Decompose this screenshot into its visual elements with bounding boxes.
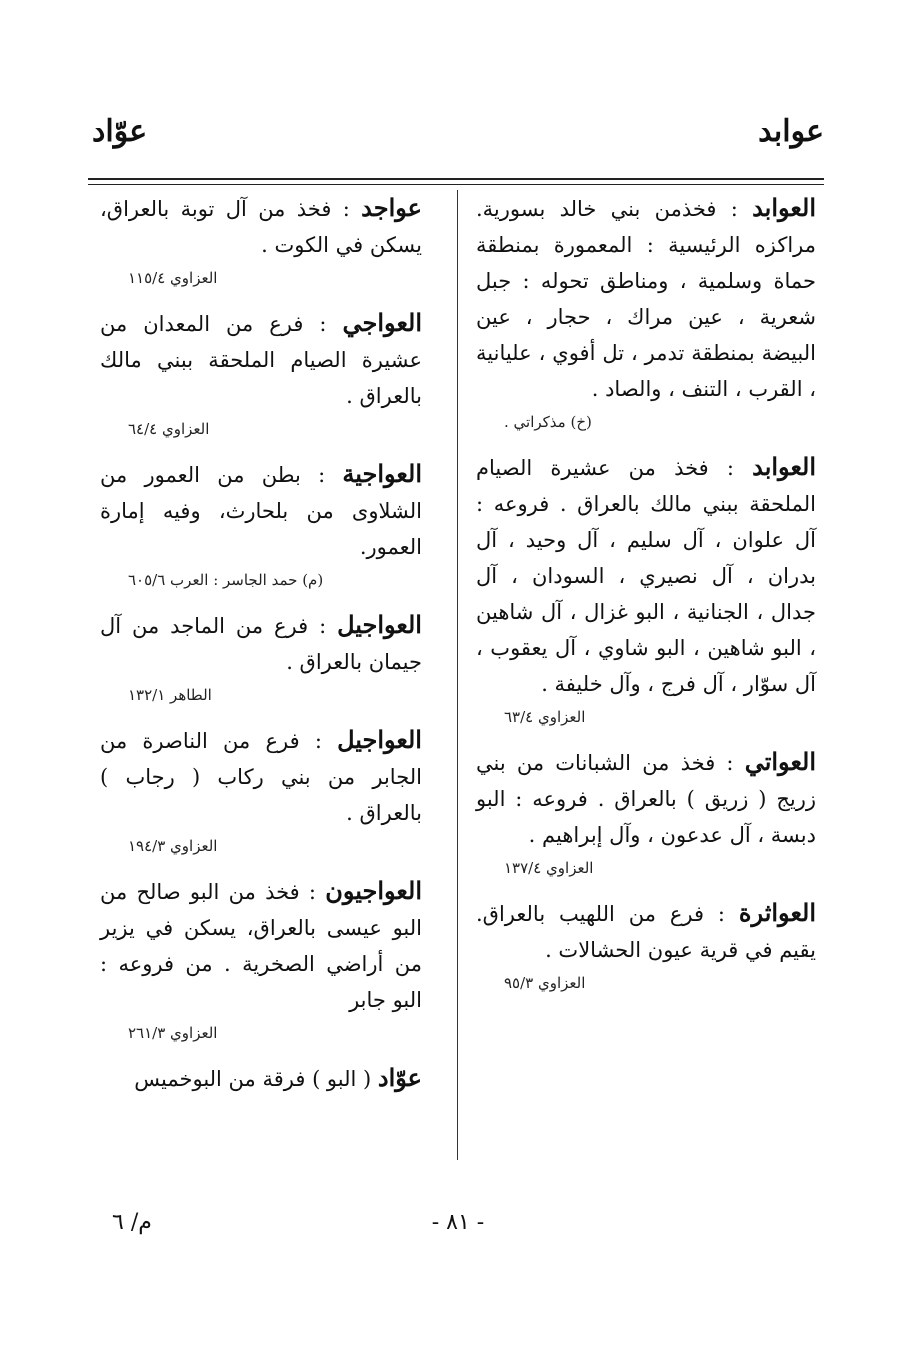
right-column [476, 190, 816, 1010]
entry-headword: العواثرة [738, 898, 816, 927]
entry-reference: الطاهر ١٣٢/١ [128, 686, 212, 704]
entry-body: ( البو ) فرقة من البوخميس [134, 1067, 372, 1091]
header-rule [88, 178, 824, 180]
entry [100, 456, 422, 593]
entry-reference: العزاوي ١٩٤/٣ [128, 837, 218, 855]
entry-body: : فرع من اللهيب بالعراق. يقيم في قرية عيون الحشالات . [476, 902, 816, 962]
entry-headword: عوّاد [377, 1063, 422, 1092]
entry [100, 1060, 422, 1097]
entry-headword: عواجد [361, 193, 422, 222]
entry [476, 744, 816, 881]
entry [100, 873, 422, 1046]
entry [100, 607, 422, 708]
entry-reference: العزاوي ٦٣/٤ [504, 708, 586, 726]
entry-headword: العوابد [752, 452, 817, 481]
entry-reference: (م) حمد الجاسر : العرب ٦٠٥/٦ [128, 571, 324, 589]
entry-body: : فخذ من البو صالح من البو عيسى بالعراق، يسكن في يزير من أراضي الصخرية . من فروعه : البو جابر [100, 880, 422, 1012]
printer-signature: م/ ٦ [112, 1210, 152, 1235]
entry-body: : فخذ من آل توبة بالعراق، يسكن في الكوت . [100, 197, 422, 257]
column-divider [457, 190, 458, 1160]
entry-headword: العواجيل [337, 725, 422, 754]
entry-reference: العزاوي ٩٥/٣ [504, 974, 586, 992]
entry-reference: العزاوي ٦٤/٤ [128, 420, 210, 438]
entry-headword: العواجية [342, 459, 422, 488]
entry [476, 449, 816, 730]
entry-body: : بطن من العمور من الشلاوى من بلحارث، وفيه إمارة العمور. [100, 463, 422, 559]
entry-body: : فخذمن بني خالد بسورية. مراكزه الرئيسية : المعمورة بمنطقة حماة وسلمية ، ومناطق تحوله : جبل شعرية ، عين مراك ، حجار ، عين البيضة بمنطقة تدمر ، تل أفوي ، عليانية ، القرب ، التنف ، والصاد . [476, 197, 816, 401]
entry [476, 895, 816, 996]
entry-body: : فخذ من الشبانات من بني زريج ( زريق ) بالعراق . فروعه : البو دبسة ، آل عدعون ، وآل إبراهيم . [476, 751, 816, 847]
entry-reference: العزاوي ١٣٧/٤ [504, 859, 594, 877]
entry-body: : فرع من المعدان من عشيرة الصيام الملحقة ببني مالك بالعراق . [100, 312, 422, 408]
entry-body: : فرع من الناصرة من الجابر من بني ركاب ( رجاب ) بالعراق . [100, 729, 422, 825]
header-rule-thin [88, 184, 824, 185]
entry [100, 722, 422, 859]
entry-reference: العزاوي ٢٦١/٣ [128, 1024, 218, 1042]
entry [100, 305, 422, 442]
header-guide-word-right: عوابد [758, 114, 824, 149]
entry-headword: العواجي [342, 308, 422, 337]
entry-body: : فرع من الماجد من آل جيمان بالعراق . [100, 614, 422, 674]
entry [100, 190, 422, 291]
entry [476, 190, 816, 435]
entry-body: : فخذ من عشيرة الصيام الملحقة ببني مالك بالعراق . فروعه : آل علوان ، آل سليم ، آل وحيد ، آل بدران ، آل نصيري ، السودان ، آل جدال ، الجنانية ، البو غزال ، آل شاهين ، البو شاهين ، البو شاوي ، آل يعقوب ، آل سوّار ، آل فرج ، وآل خليفة . [476, 456, 816, 696]
entry-headword: العواتي [744, 747, 816, 776]
entry-headword: العوابد [752, 193, 816, 222]
entry-reference: العزاوي ١١٥/٤ [128, 269, 218, 287]
left-column [100, 190, 422, 1111]
header-guide-word-left: عوّاد [92, 114, 148, 149]
entry-reference: (خ) مذكراتي . [504, 413, 592, 431]
entry-headword: العواجيون [325, 876, 422, 905]
page-number: - ٨١ - [431, 1210, 485, 1235]
entry-headword: العواجيل [337, 610, 422, 639]
